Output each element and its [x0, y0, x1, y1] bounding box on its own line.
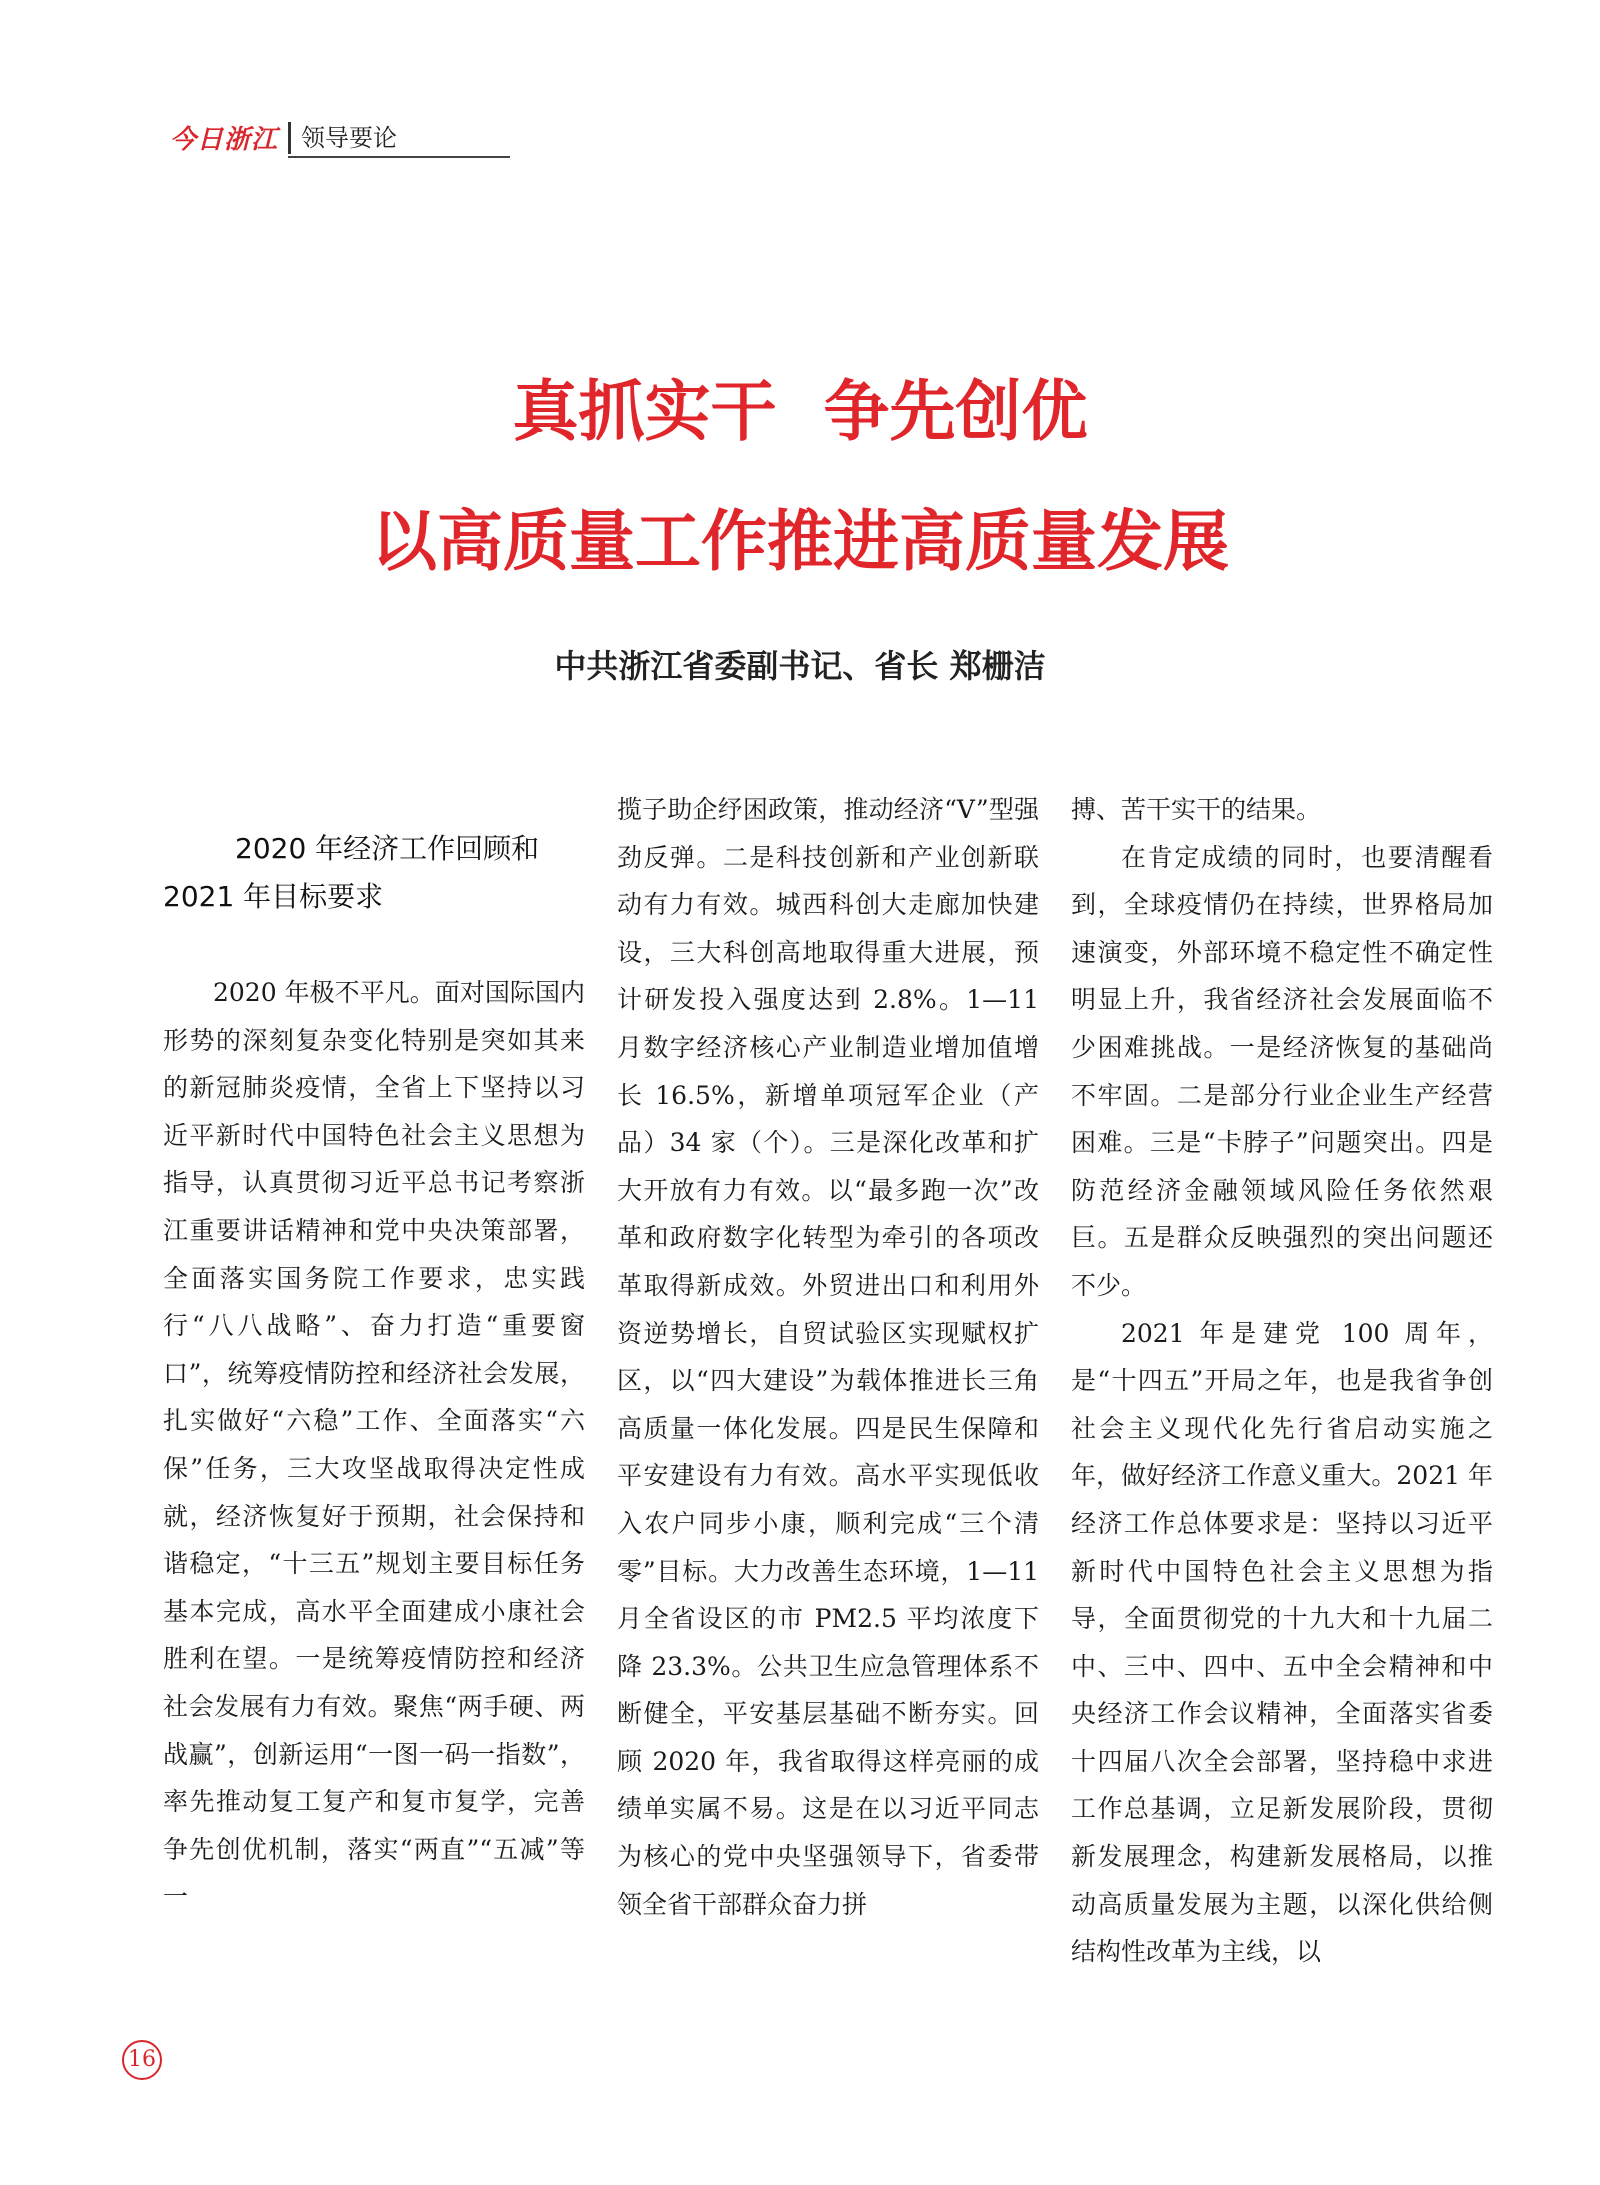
text-column-3	[1071, 786, 1493, 1976]
section-label: 领导要论	[288, 122, 397, 154]
article-title-line-2: 以高质量工作推进高质量发展	[371, 503, 1229, 580]
paragraph: 2020 年极不平凡。面对国际国内形势的深刻复杂变化特别是突如其来的新冠肺炎疫情，全省上下坚持以习近平新时代中国特色社会主义思想为指导，认真贯彻习近平总书记考察浙江重要讲话精神和党中央决策部署，全面落实国务院工作要求，忠实践行“八八战略”、奋力打造“重要窗口”，统筹疫情防控和经济社会发展，扎实做好“六稳”工作、全面落实“六保”任务，三大攻坚战取得决定性成就，经济恢复好于预期，社会保持和谐稳定，“十三五”规划主要目标任务基本完成，高水平全面建成小康社会胜利在望。一是统筹疫情防控和经济社会发展有力有效。聚焦“两手硬、两战赢”，创新运用“一图一码一指数”，率先推动复工复产和复市复学，完善争先创优机制，落实“两直”“五减”等一	[163, 978, 585, 1912]
page-header	[170, 122, 510, 162]
text-column-1	[163, 786, 585, 1921]
article-title-line-1: 真抓实干 争先创优	[512, 373, 1088, 450]
paragraph: 在肯定成绩的同时，也要清醒看到，全球疫情仍在持续，世界格局加速演变，外部环境不稳定性不确定性明显上升，我省经济社会发展面临不少困难挑战。一是经济恢复的基础尚不牢固。二是部分行业企业生产经营困难。三是“卡脖子”问题突出。四是防范经济金融领域风险任务依然艰巨。五是群众反映强烈的突出问题还不少。	[1071, 842, 1493, 1300]
article-byline: 中共浙江省委副书记、省长 郑栅洁	[554, 647, 1046, 685]
paragraph: 搏、苦干实干的结果。	[1071, 795, 1322, 824]
paragraph: 2021 年是建党 100 周年，是“十四五”开局之年，也是我省争创社会主义现代化先行省启动实施之年，做好经济工作意义重大。2021 年经济工作总体要求是：坚持以习近平新时代中国特色社会主义思想为指导，全面贯彻党的十九大和十九届二中、三中、四中、五中全会精神和中央经济工作会议精神，全面落实省委十四届八次全会部署，坚持稳中求进工作总基调，立足新发展阶段，贯彻新发展理念，构建新发展格局，以推动高质量发展为主题，以深化供给侧结构性改革为主线，以	[1071, 1318, 1493, 1967]
magazine-logo: 今日浙江	[170, 125, 279, 155]
section-subheading	[163, 825, 585, 921]
header-rule	[288, 156, 510, 158]
paragraph: 揽子助企纾困政策，推动经济“V”型强劲反弹。二是科技创新和产业创新联动有力有效。城西科创大走廊加快建设，三大科创高地取得重大进展，预计研发投入强度达到 2.8%。1—11 月数字经济核心产业制造业增加值增长 16.5%，新增单项冠军企业（产品）34 家（个）。三是深化改革和扩大开放有力有效。以“最多跑一次”改革和政府数字化转型为牵引的各项改革取得新成效。外贸进出口和利用外资逆势增长，自贸试验区实现赋权扩区，以“四大建设”为载体推进长三角高质量一体化发展。四是民生保障和平安建设有力有效。高水平实现低收入农户同步小康，顺利完成“三个清零”目标。大力改善生态环境，1—11 月全省设区的市 PM2.5 平均浓度下降 23.3%。公共卫生应急管理体系不断健全，平安基层基础不断夯实。回顾 2020 年，我省取得这样亮丽的成绩单实属不易。这是在以习近平同志为核心的党中央坚强领导下，省委带领全省干部群众奋力拼	[617, 795, 1039, 1919]
page-number: 16	[122, 2040, 162, 2080]
subheading-line-2: 2021 年目标要求	[163, 880, 384, 913]
text-column-2	[617, 786, 1039, 1928]
subheading-line-1: 2020 年经济工作回顾和	[235, 832, 540, 865]
